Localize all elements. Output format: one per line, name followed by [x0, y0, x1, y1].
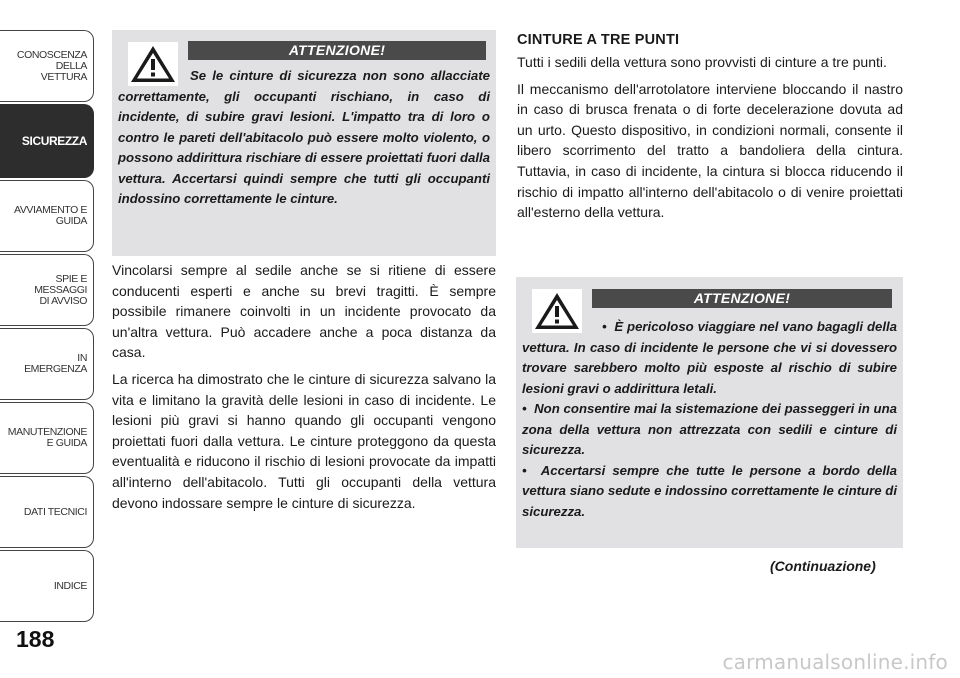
warning-bullet: • È pericoloso viaggiare nel vano bagagli della vettura. In caso di incidente le persone che vi si dovessero trovare sarebbero molto più esposte al rischio di subire lesioni gravi o addirittura letali. [522, 319, 897, 396]
tab-manutenzione-e-guida[interactable] [0, 402, 94, 474]
tab-label: CONOSCENZA DELLA VETTURA [16, 48, 87, 83]
paragraph: Vincolarsi sempre al sedile anche se si ritiene di essere conducenti esperti e anche su brevi tragitti. È sempre possibile rimanere coinvolti in un incidente provocato da un'altra vettura. Può accadere anche a poca distanza da casa. [112, 262, 496, 361]
tab-spie-e-messaggi[interactable] [0, 254, 94, 326]
paragraph: Il meccanismo dell'arrotolatore interviene bloccando il nastro in caso di brusca frenata o di forte decelerazione dovuta ad un urto. Questo dispositivo, in condizioni normali, consente il libero scorrimento del tratto a bandoliera della cintura. Tuttavia, in caso di incidente, la cintura si blocca riducendo il rischio di impatto all'interno dell'abitacolo o di venire proiettati all'esterno della vettura. [517, 80, 903, 221]
section-heading: CINTURE A TRE PUNTI [517, 32, 680, 48]
warning-box-left [112, 30, 496, 256]
bullet-text: Accertarsi sempre che tutte le persone a bordo della vettura siano sedute e indossino correttamente le cinture di sicurezza. [522, 462, 897, 519]
tab-conoscenza-della-vettura[interactable] [0, 30, 94, 102]
tab-label: INDICE [53, 579, 87, 592]
continuation-note: (Continuazione) [770, 558, 876, 574]
tab-label: SICUREZZA [21, 133, 87, 148]
tab-avviamento-e-guida[interactable] [0, 180, 94, 252]
watermark: carmanualsonline.info [722, 650, 948, 674]
chapter-sidebar [0, 0, 98, 678]
warning-bullets [522, 317, 897, 522]
warning-bullet: • Accertarsi sempre che tutte le persone a bordo della vettura siano sedute e indossino correttamente le cinture di sicurezza. [522, 462, 897, 519]
warning-title: ATTENZIONE! [592, 289, 892, 308]
warning-title: ATTENZIONE! [188, 41, 486, 60]
bullet-text: Non consentire mai la sistemazione dei passeggeri in una zona della vettura non attrezzata con sedili e cinture di sicurezza. [522, 401, 897, 457]
warning-text: Se le cinture di sicurezza non sono allacciate correttamente, gli occupanti rischiano, in caso di incidente, di subire gravi lesioni. L'impatto tra di loro o contro le pareti dell'abitacolo può essere molto violento, o possono addirittura rischiare di essere proiettati fuori dalla vettura. Accertarsi quindi sempre che tutti gli occupanti indossino correttamente le cinture. [118, 68, 490, 206]
right-body-text [517, 52, 903, 229]
tab-label: DATI TECNICI [23, 505, 87, 518]
paragraph: Tutti i sedili della vettura sono provvisti di cinture a tre punti. [517, 54, 887, 70]
tab-indice[interactable] [0, 550, 94, 622]
tab-label: IN EMERGENZA [24, 352, 87, 375]
tab-sicurezza[interactable] [0, 104, 94, 178]
warning-bullet: • Non consentire mai la sistemazione dei passeggeri in una zona della vettura non attrezzata con sedili e cinture di sicurezza. [522, 401, 897, 457]
warning-box-right [516, 277, 903, 548]
page-number: 188 [16, 626, 55, 652]
tab-label: AVVIAMENTO E GUIDA [14, 204, 87, 227]
left-body-text [112, 260, 496, 519]
tab-label: MANUTENZIONE E GUIDA [7, 426, 87, 449]
bullet-text: È pericoloso viaggiare nel vano bagagli della vettura. In caso di incidente le persone che vi si dovessero trovare sarebbero molto più esposte al rischio di subire lesioni gravi o addirittura letali. [522, 319, 897, 396]
tab-label: SPIE E MESSAGGI DI AVVISO [34, 272, 87, 307]
tab-in-emergenza[interactable] [0, 328, 94, 400]
tab-dati-tecnici[interactable] [0, 476, 94, 548]
paragraph: La ricerca ha dimostrato che le cinture di sicurezza salvano la vita e limitano la gravità delle lesioni in caso di incidente. Le lesioni più gravi si hanno quando gli occupanti vengono proiettati fuori dalla vettura. Le cinture proteggono da questa eventualità e riducono il rischio di lesioni provocate da impatti all'interno dell'abitacolo. Tutti gli occupanti della vettura devono indossare sempre le cinture di sicurezza. [112, 370, 496, 511]
